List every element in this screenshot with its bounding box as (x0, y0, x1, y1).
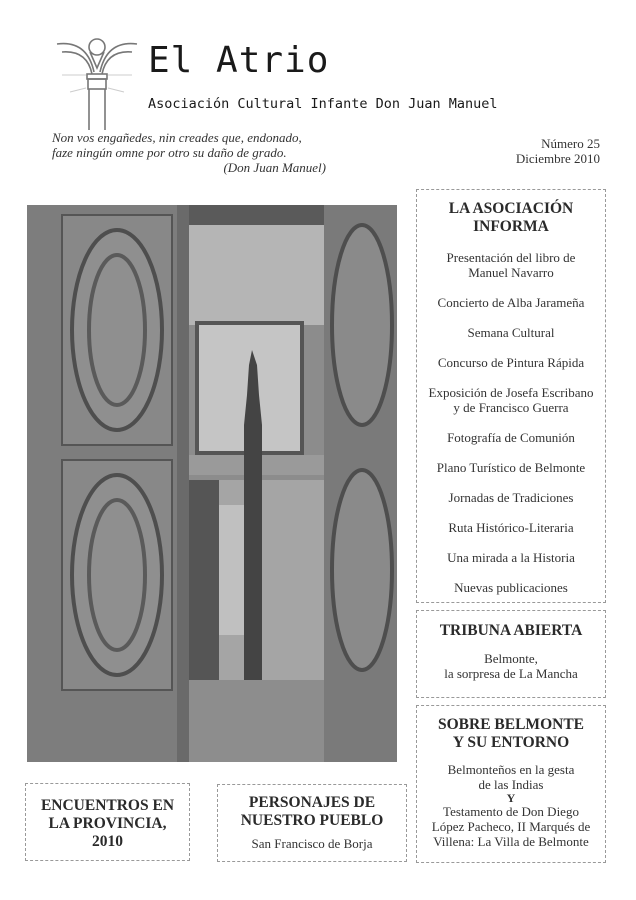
article-item: Belmonteños en la gesta de las Indias (447, 762, 575, 792)
quote-line: faze ningún omne por otro su daño de grado. (52, 145, 287, 160)
article-item: Exposición de Josefa Escribano y de Francisco Guerra (428, 385, 594, 415)
article-item: Belmonte, la sorpresa de La Mancha (444, 651, 578, 681)
section-heading: LA ASOCIACIÓN INFORMA (448, 200, 574, 235)
epigraph-quote (52, 130, 352, 175)
article-item: Testamento de Don Diego López Pacheco, II Marqués de Villena: La Villa de Belmonte (431, 804, 591, 849)
section-personajes-pueblo (217, 784, 407, 862)
article-item: Ruta Histórico-Literaria (448, 520, 574, 535)
article-item: Concierto de Alba Jarameña (437, 295, 585, 310)
newsletter-title: El Atrio (148, 40, 330, 81)
section-heading: SOBRE BELMONTE Y SU ENTORNO (438, 716, 584, 751)
article-item: Jornadas de Tradiciones (448, 490, 574, 505)
article-item: Plano Turístico de Belmonte (436, 460, 586, 475)
section-tribuna-abierta (416, 610, 606, 698)
quote-line: Non vos engañedes, nin creades que, endonado, (52, 130, 302, 145)
section-encuentros-provincia (25, 783, 190, 861)
section-heading: ENCUENTROS EN LA PROVINCIA, 2010 (40, 797, 175, 850)
article-item: Presentación del libro de Manuel Navarro (446, 250, 576, 280)
section-heading: TRIBUNA ABIERTA (439, 622, 583, 639)
issue-info (490, 136, 600, 166)
article-item: Una mirada a la Historia (447, 550, 575, 565)
quote-attribution: (Don Juan Manuel) (223, 160, 326, 175)
connector-text: Y (506, 791, 516, 805)
gothic-column-icon (52, 22, 142, 132)
article-item: Concurso de Pintura Rápida (437, 355, 585, 370)
section-asociacion-informa (416, 189, 606, 603)
section-heading: PERSONAJES DE NUESTRO PUEBLO (240, 794, 384, 829)
association-name: Asociación Cultural Infante Don Juan Manuel (148, 96, 498, 112)
issue-date: Diciembre 2010 (515, 151, 600, 166)
article-item: Semana Cultural (467, 325, 555, 340)
section-sobre-belmonte (416, 705, 606, 863)
cover-photo (27, 205, 397, 762)
article-item: Fotografía de Comunión (447, 430, 575, 445)
article-item: Nuevas publicaciones (454, 580, 568, 595)
article-item: San Francisco de Borja (251, 836, 373, 851)
issue-number: Número 25 (541, 136, 600, 151)
